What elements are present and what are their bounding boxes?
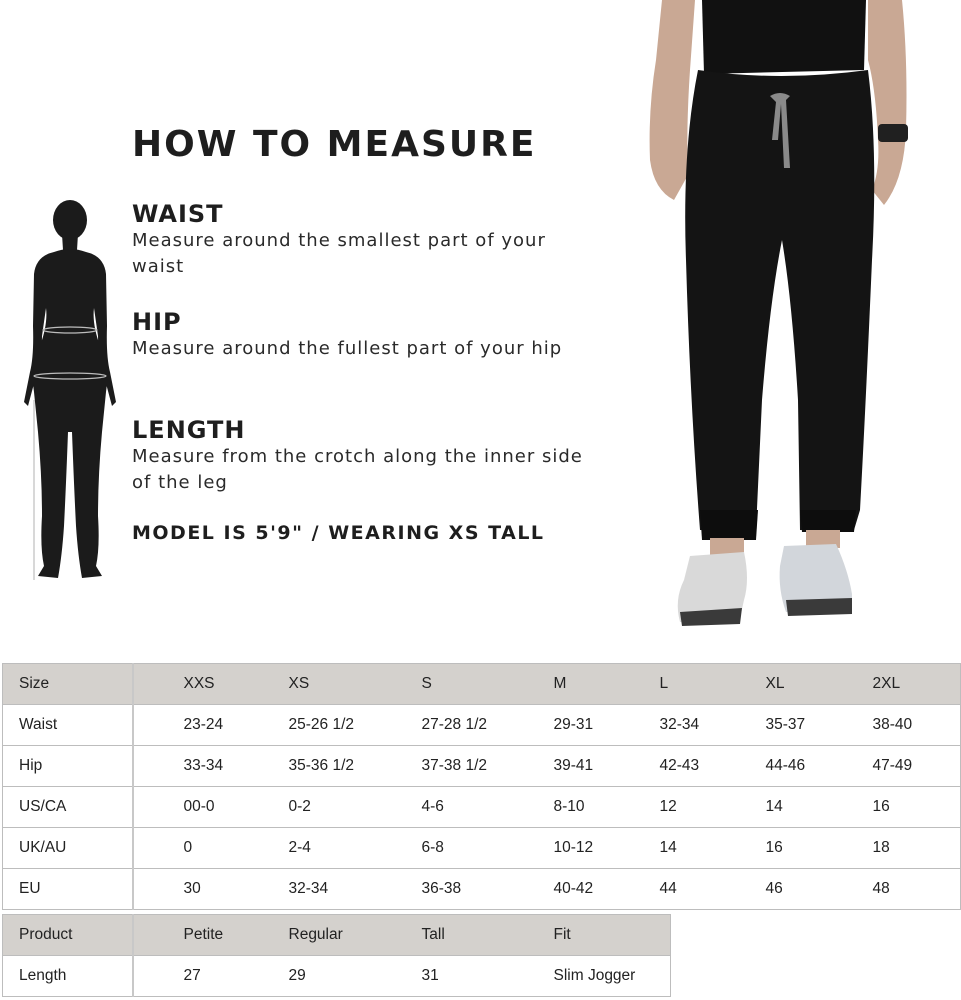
table-row	[3, 787, 961, 828]
table-cell: 0	[133, 828, 239, 869]
table-cell: 37-38 1/2	[372, 746, 504, 787]
body-silhouette-icon	[14, 196, 124, 586]
table-cell: 16	[823, 787, 961, 828]
table-cell: 0-2	[239, 787, 372, 828]
waist-section	[132, 200, 602, 280]
jogger-pants-photo	[640, 0, 961, 640]
fit-length-table	[2, 914, 671, 997]
table-cell: 47-49	[823, 746, 961, 787]
table-cell: 23-24	[133, 705, 239, 746]
hip-description: Measure around the fullest part of your hip	[132, 338, 563, 359]
length-description: Measure from the crotch along the inner side of the leg	[132, 446, 583, 493]
fit-header-cell: Tall	[372, 915, 504, 956]
table-cell: 27	[133, 956, 239, 997]
table-cell: 6-8	[372, 828, 504, 869]
table-cell: 40-42	[504, 869, 610, 910]
table-row	[3, 828, 961, 869]
table-cell: 36-38	[372, 869, 504, 910]
table-cell: 46	[716, 869, 823, 910]
table-cell: 10-12	[504, 828, 610, 869]
table-cell: 44-46	[716, 746, 823, 787]
size-header-row	[3, 664, 961, 705]
table-cell: 18	[823, 828, 961, 869]
table-cell: 8-10	[504, 787, 610, 828]
table-cell: 12	[610, 787, 716, 828]
table-cell: 30	[133, 869, 239, 910]
watch-icon	[878, 124, 908, 142]
row-label: Waist	[3, 705, 133, 746]
fit-header-row	[3, 915, 671, 956]
fit-header-cell: Regular	[239, 915, 372, 956]
fit-header-label: Product	[3, 915, 133, 956]
table-cell: 38-40	[823, 705, 961, 746]
fit-header-cell: Fit	[504, 915, 671, 956]
table-cell: 16	[716, 828, 823, 869]
waist-description: Measure around the smallest part of your waist	[132, 230, 546, 277]
table-cell: 14	[716, 787, 823, 828]
table-cell: 35-37	[716, 705, 823, 746]
table-row	[3, 956, 671, 997]
table-cell: Slim Jogger	[504, 956, 671, 997]
row-label: Hip	[3, 746, 133, 787]
table-cell: 31	[372, 956, 504, 997]
table-cell: 25-26 1/2	[239, 705, 372, 746]
row-label: EU	[3, 869, 133, 910]
table-cell: 29	[239, 956, 372, 997]
length-section	[132, 416, 602, 496]
size-header-cell: XS	[239, 664, 372, 705]
table-cell: 44	[610, 869, 716, 910]
row-label: US/CA	[3, 787, 133, 828]
size-header-cell: XL	[716, 664, 823, 705]
table-cell: 35-36 1/2	[239, 746, 372, 787]
row-label: UK/AU	[3, 828, 133, 869]
size-chart-table	[2, 663, 961, 910]
table-cell: 32-34	[239, 869, 372, 910]
table-cell: 14	[610, 828, 716, 869]
table-cell: 27-28 1/2	[372, 705, 504, 746]
hip-title: HIP	[132, 308, 182, 336]
size-header-cell: XXS	[133, 664, 239, 705]
table-row	[3, 705, 961, 746]
row-label: Length	[3, 956, 133, 997]
size-header-cell: 2XL	[823, 664, 961, 705]
size-header-cell: L	[610, 664, 716, 705]
size-header-cell: M	[504, 664, 610, 705]
table-row	[3, 746, 961, 787]
table-cell: 39-41	[504, 746, 610, 787]
table-cell: 32-34	[610, 705, 716, 746]
table-cell: 29-31	[504, 705, 610, 746]
table-cell: 4-6	[372, 787, 504, 828]
table-cell: 33-34	[133, 746, 239, 787]
table-cell: 48	[823, 869, 961, 910]
page-title: HOW TO MEASURE	[132, 124, 537, 165]
model-note: MODEL IS 5'9" / WEARING XS TALL	[132, 522, 545, 544]
table-cell: 42-43	[610, 746, 716, 787]
fit-header-cell: Petite	[133, 915, 239, 956]
table-cell: 2-4	[239, 828, 372, 869]
hip-section	[132, 308, 602, 362]
table-row	[3, 869, 961, 910]
size-header-cell: S	[372, 664, 504, 705]
size-header-label: Size	[3, 664, 133, 705]
length-title: LENGTH	[132, 416, 246, 444]
table-cell: 00-0	[133, 787, 239, 828]
waist-title: WAIST	[132, 200, 224, 228]
